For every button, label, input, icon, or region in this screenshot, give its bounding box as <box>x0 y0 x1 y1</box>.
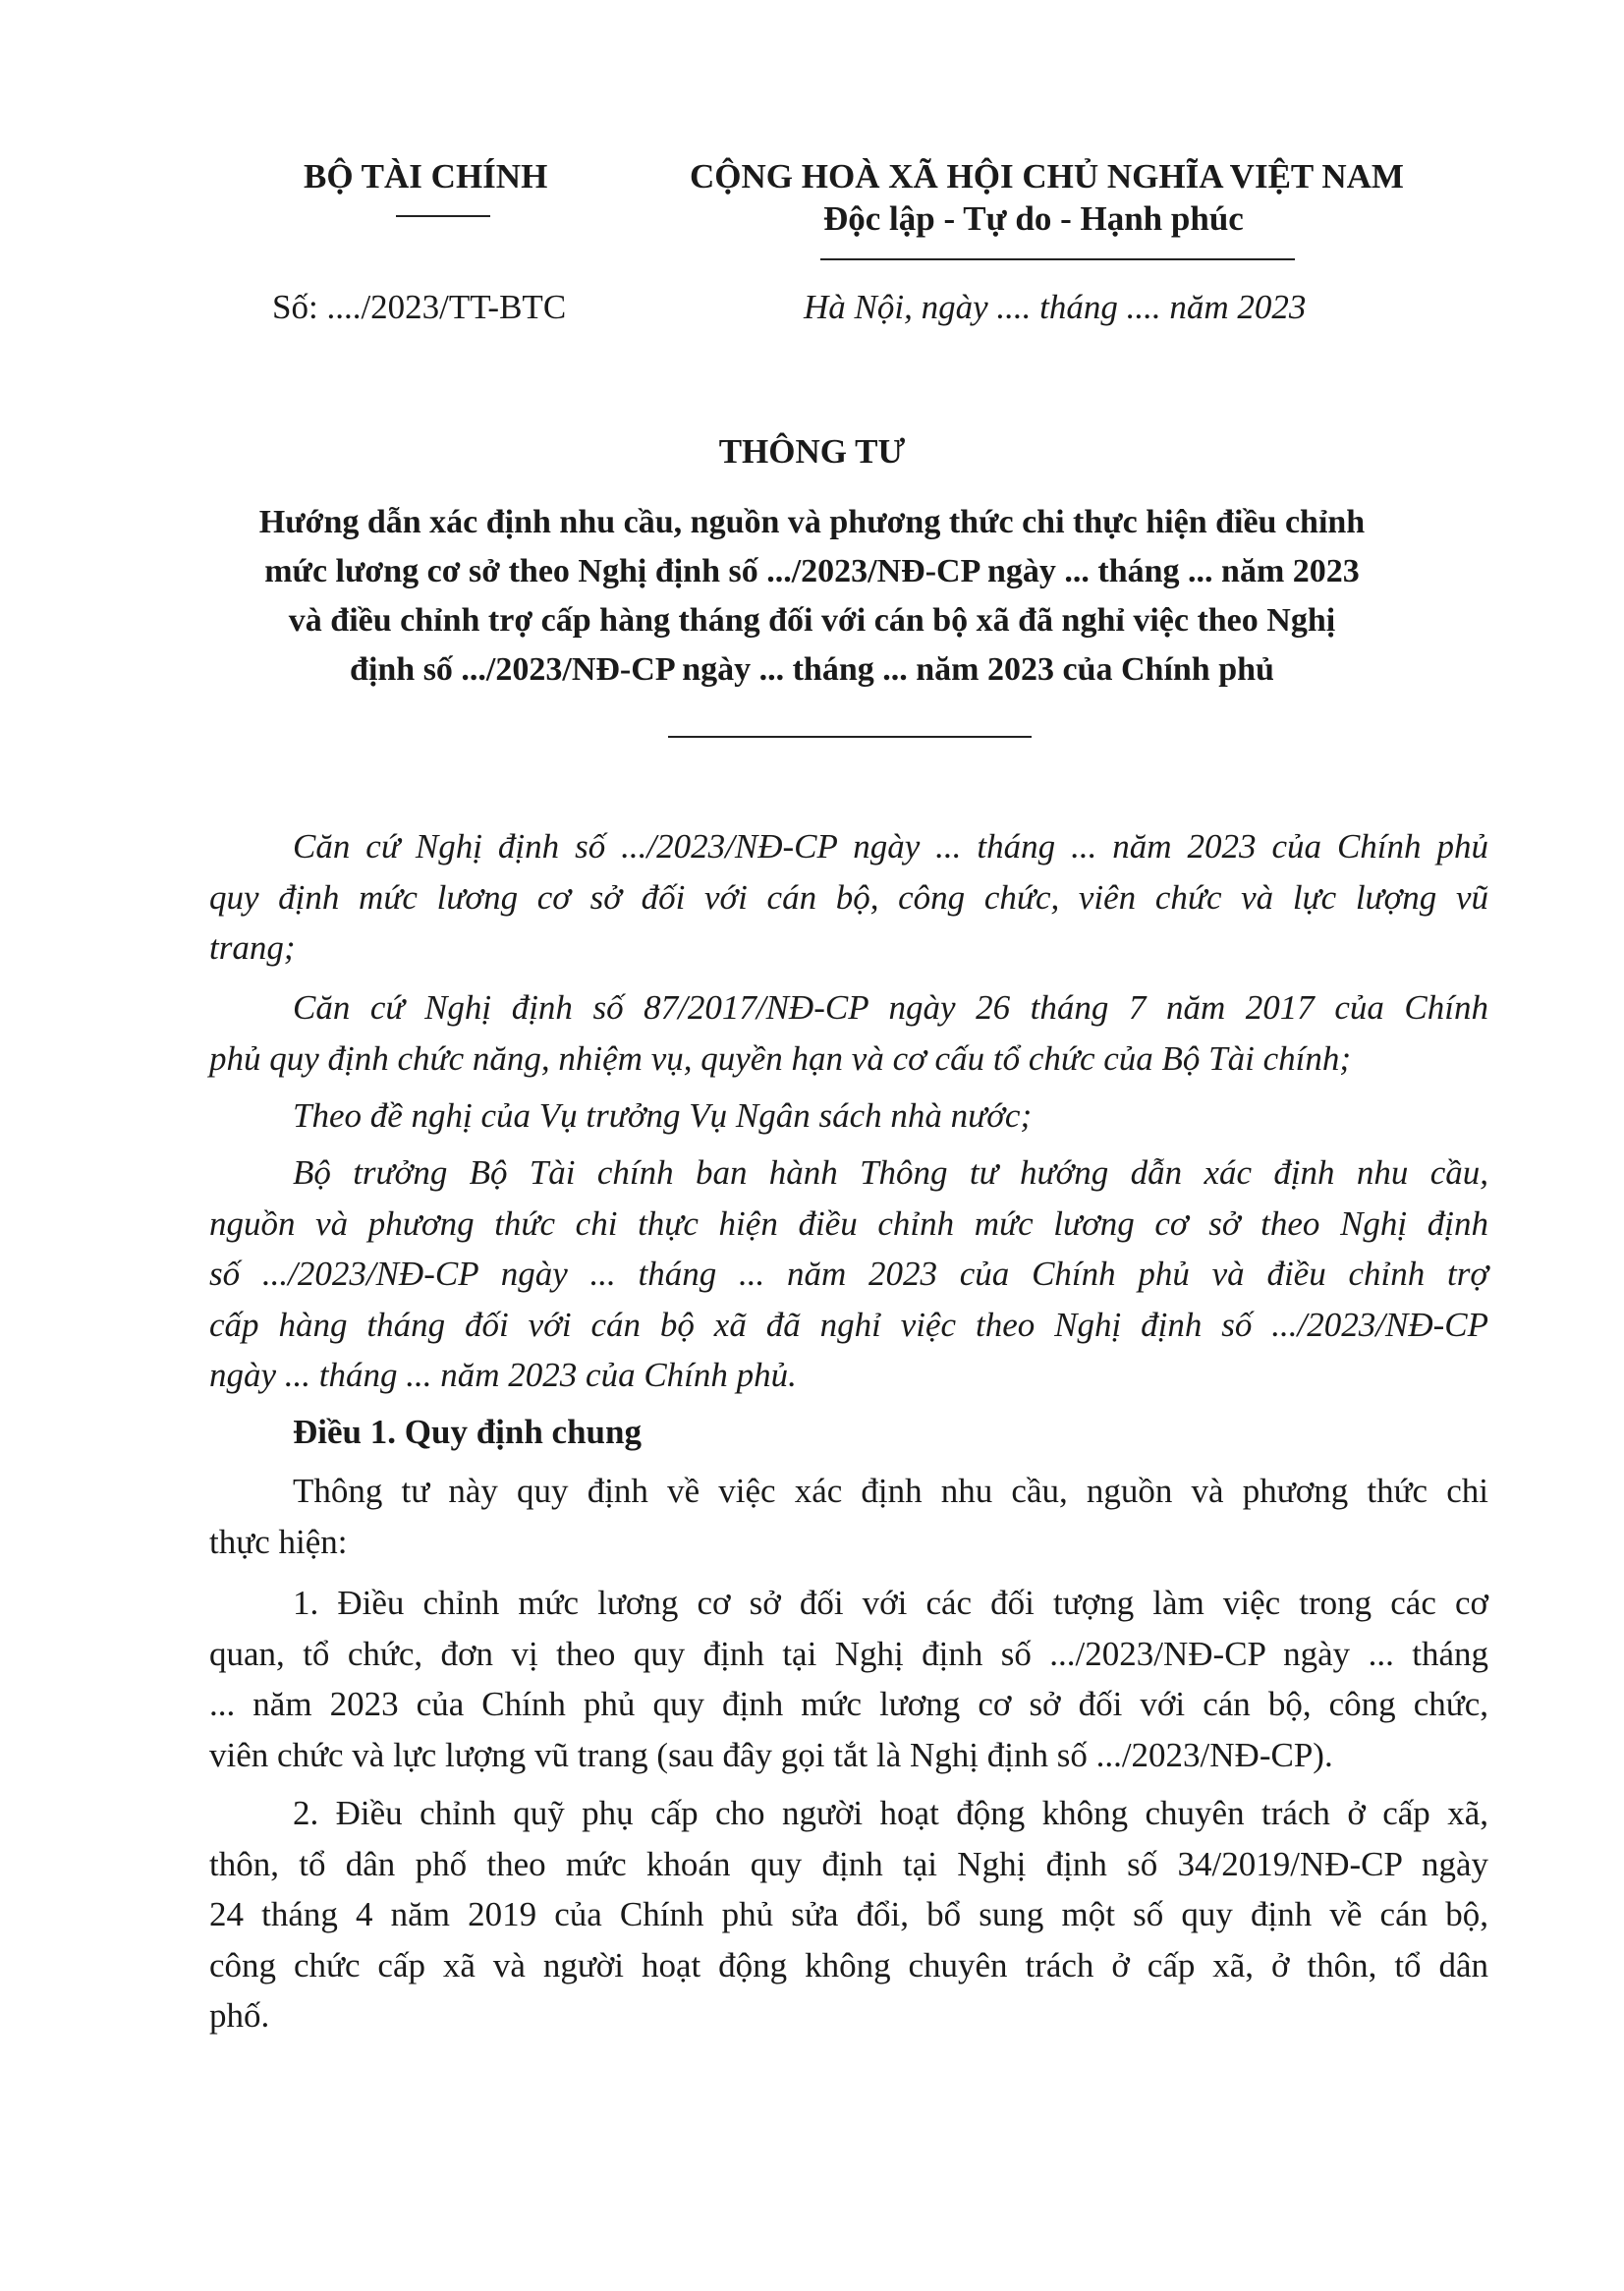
article-line: 24 tháng 4 năm 2019 của Chính phủ sửa đổi, bổ sung một số quy định về cán bộ, <box>209 1895 1488 1933</box>
article-heading: Điều 1. Quy định chung <box>293 1413 642 1451</box>
preamble-line: Căn cứ Nghị định số .../2023/NĐ-CP ngày ... tháng ... năm 2023 của Chính phủ <box>293 827 1488 866</box>
preamble-paragraph <box>209 1147 1488 1401</box>
document-type-title: THÔNG TƯ <box>718 432 906 471</box>
article-paragraph <box>209 1788 1488 2041</box>
subtitle-line: định số .../2023/NĐ-CP ngày ... tháng ... năm 2023 của Chính phủ <box>350 651 1274 688</box>
article-line: 2. Điều chỉnh quỹ phụ cấp cho người hoạt động không chuyên trách ở cấp xã, <box>293 1794 1488 1832</box>
place-and-date: Hà Nội, ngày .... tháng .... năm 2023 <box>804 288 1307 326</box>
preamble-line: nguồn và phương thức chi thực hiện điều chỉnh mức lương cơ sở theo Nghị định <box>209 1203 1488 1243</box>
preamble-line: số .../2023/NĐ-CP ngày ... tháng ... năm 2023 của Chính phủ và điều chỉnh trợ <box>209 1255 1488 1293</box>
preamble-paragraph <box>209 982 1488 1084</box>
article-line: Thông tư này quy định về việc xác định nhu cầu, nguồn và phương thức chi <box>293 1472 1488 1510</box>
preamble-line: Bộ trưởng Bộ Tài chính ban hành Thông tư hướng dẫn xác định nhu cầu, <box>293 1153 1488 1192</box>
agency-underline <box>396 215 490 217</box>
subtitle-line: Hướng dẫn xác định nhu cầu, nguồn và phương thức chi thực hiện điều chỉnh <box>258 504 1366 540</box>
nation-name: CỘNG HOÀ XÃ HỘI CHỦ NGHĨA VIỆT NAM <box>690 157 1404 196</box>
motto-underline <box>820 258 1295 260</box>
preamble-line: ngày ... tháng ... năm 2023 của Chính phủ. <box>209 1356 797 1394</box>
preamble-line: Theo đề nghị của Vụ trưởng Vụ Ngân sách nhà nước; <box>293 1096 1033 1135</box>
article-line: 1. Điều chỉnh mức lương cơ sở đối với các đối tượng làm việc trong các cơ <box>293 1584 1488 1622</box>
preamble-line: Căn cứ Nghị định số 87/2017/NĐ-CP ngày 26 tháng 7 năm 2017 của Chính <box>293 988 1488 1027</box>
article-line: thôn, tổ dân phố theo mức khoán quy định tại Nghị định số 34/2019/NĐ-CP ngày <box>209 1844 1488 1883</box>
article-line: thực hiện: <box>209 1522 348 1561</box>
preamble-line: quy định mức lương cơ sở đối với cán bộ, công chức, viên chức và lực lượng vũ <box>209 877 1488 917</box>
article-line: phố. <box>209 1996 270 2035</box>
preamble-line: phủ quy định chức năng, nhiệm vụ, quyền hạn và cơ cấu tổ chức của Bộ Tài chính; <box>209 1038 1351 1078</box>
title-separator <box>668 736 1032 738</box>
national-motto: Độc lập - Tự do - Hạnh phúc <box>823 199 1244 238</box>
article-paragraph <box>209 1466 1488 1567</box>
preamble-line: cấp hàng tháng đối với cán bộ xã đã nghỉ việc theo Nghị định số .../2023/NĐ-CP <box>209 1305 1488 1344</box>
article-line: quan, tổ chức, đơn vị theo quy định tại Nghị định số .../2023/NĐ-CP ngày ... tháng <box>209 1634 1488 1673</box>
article-line: viên chức và lực lượng vũ trang (sau đây gọi tắt là Nghị định số .../2023/NĐ-CP). <box>209 1735 1333 1774</box>
subtitle-line: và điều chỉnh trợ cấp hàng tháng đối với cán bộ xã đã nghỉ việc theo Nghị <box>288 602 1336 639</box>
preamble-paragraph <box>209 821 1488 974</box>
preamble-paragraph <box>209 1090 1488 1142</box>
agency-name: BỘ TÀI CHÍNH <box>304 157 548 196</box>
article-line: công chức cấp xã và người hoạt động không chuyên trách ở cấp xã, ở thôn, tổ dân <box>209 1945 1488 1984</box>
preamble-line: trang; <box>209 928 296 967</box>
article-paragraph <box>209 1578 1488 1780</box>
document-number: Số: ..../2023/TT-BTC <box>272 288 567 326</box>
article-line: ... năm 2023 của Chính phủ quy định mức lương cơ sở đối với cán bộ, công chức, <box>209 1685 1488 1723</box>
subtitle-line: mức lương cơ sở theo Nghị định số .../2023/NĐ-CP ngày ... tháng ... năm 2023 <box>264 553 1360 589</box>
